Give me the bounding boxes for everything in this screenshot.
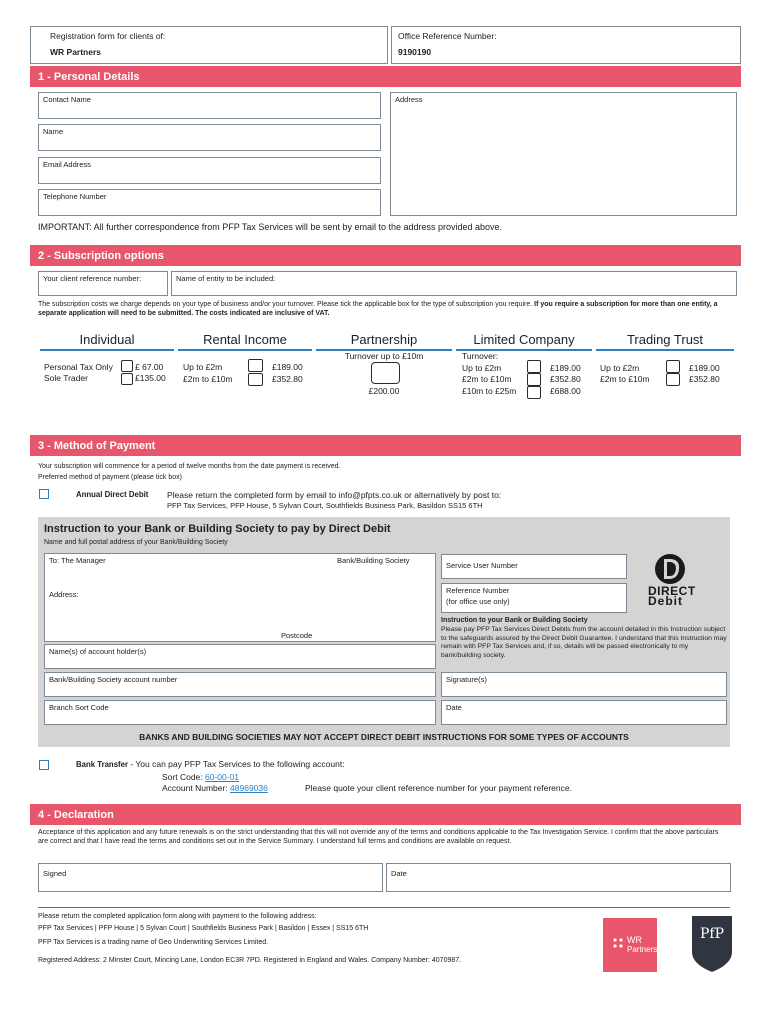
- limited-price1: £189.00: [550, 363, 581, 373]
- subscription-note: [38, 300, 728, 318]
- subscription-note-a: The subscription costs we charge depends on your type of business and/or your turnover. Please tick the applicable box for the type of subscription you require.: [38, 301, 535, 308]
- trust-checkbox-2[interactable]: [666, 373, 680, 386]
- reference-number-label: Reference Number: [446, 586, 510, 595]
- bank-address-label: Address:: [49, 590, 79, 599]
- account-holders-field[interactable]: [44, 644, 436, 669]
- account-number-field[interactable]: [44, 672, 436, 697]
- account-number-value[interactable]: 48969036: [230, 783, 268, 793]
- rental-row2: £2m to £10m: [183, 374, 233, 384]
- partnership-heading: Partnership: [350, 332, 418, 347]
- signed-label: Signed: [43, 869, 67, 878]
- entity-name-label: Name of entity to be included:: [176, 274, 276, 283]
- rental-heading: Rental Income: [203, 332, 287, 347]
- rental-row1: Up to £2m: [183, 362, 223, 372]
- partnership-turnover: Turnover up to £10m: [344, 351, 424, 361]
- limited-row1: Up to £2m: [462, 363, 502, 373]
- client-reference-field[interactable]: [38, 271, 168, 296]
- individual-row2: Sole Trader: [44, 373, 88, 383]
- instruction-heading: Instruction to your Bank or Building Society: [441, 617, 588, 624]
- limited-row2: £2m to £10m: [462, 374, 512, 384]
- footer-line-4: Registered Address: 2 Minster Court, Mincing Lane, London EC3R 7PD. Registered in England and Wales. Company Number: 4070987.: [38, 957, 462, 964]
- individual-price2: £135.00: [135, 373, 166, 383]
- name-label: Name: [43, 127, 64, 136]
- direct-debit-text-2: PFP Tax Services, PFP House, 5 Sylvan Court, Southfields Business Park, Basildon SS15 6TH: [167, 501, 483, 510]
- telephone-label: Telephone Number: [43, 192, 107, 201]
- sort-code-field[interactable]: [44, 700, 436, 725]
- limited-heading: Limited Company: [473, 332, 575, 347]
- sort-code-text: Sort Code:: [162, 772, 205, 782]
- bank-name-address-field[interactable]: [44, 553, 436, 642]
- office-label: Office Reference Number:: [398, 31, 497, 41]
- account-holders-label: Name(s) of account holder(s): [49, 647, 147, 656]
- account-number-text: Account Number:: [162, 783, 231, 793]
- pfp-logo: [692, 916, 732, 972]
- entity-name-field[interactable]: [171, 271, 737, 296]
- limited-checkbox-2[interactable]: [527, 373, 541, 386]
- bank-transfer-checkbox[interactable]: [39, 760, 49, 770]
- service-user-label: Service User Number: [446, 561, 518, 570]
- reg-value: WR Partners: [50, 47, 102, 57]
- wr-logo-text-1: WR: [627, 935, 642, 945]
- footer-line-1: Please return the completed application form along with payment to the following address:: [38, 913, 317, 920]
- account-number-label: Bank/Building Society account number: [49, 675, 178, 684]
- contact-name-field[interactable]: [38, 92, 381, 119]
- limited-checkbox-3[interactable]: [527, 386, 541, 399]
- direct-debit-logo-icon: [640, 552, 718, 584]
- sort-code-label: Branch Sort Code: [49, 703, 109, 712]
- payment-line-1: Your subscription will commence for a period of twelve months from the date payment is received.: [38, 463, 341, 470]
- limited-turnover: Turnover:: [462, 351, 499, 361]
- contact-name-label: Contact Name: [43, 95, 91, 104]
- important-note: IMPORTANT: All further correspondence from PFP Tax Services will be sent by email to the address provided above.: [38, 222, 503, 232]
- trust-row1: Up to £2m: [600, 363, 640, 373]
- declaration-date-label: Date: [391, 869, 407, 878]
- trust-underline: [596, 349, 734, 351]
- signature-field[interactable]: [441, 672, 727, 697]
- rental-price2: £352.80: [272, 374, 303, 384]
- dd-date-label: Date: [446, 703, 462, 712]
- section-1-header: 1 - Personal Details: [30, 66, 741, 87]
- registration-for-box: [30, 26, 388, 64]
- trust-price1: £189.00: [689, 363, 720, 373]
- section-2-header: 2 - Subscription options: [30, 245, 741, 266]
- direct-debit-checkbox[interactable]: [39, 489, 49, 499]
- declaration-date-field[interactable]: [386, 863, 731, 892]
- rental-checkbox-2[interactable]: [248, 373, 263, 386]
- rental-checkbox-1[interactable]: [248, 359, 263, 372]
- office-value: 9190190: [398, 47, 432, 57]
- pfp-shield-icon: [692, 916, 732, 972]
- direct-debit-logo: [640, 552, 718, 610]
- individual-underline: [40, 349, 174, 351]
- account-number-line: [162, 783, 268, 793]
- wr-partners-mark-icon: [611, 936, 625, 950]
- reference-number-note: (for office use only): [446, 597, 510, 606]
- direct-debit-label: Annual Direct Debit: [76, 490, 149, 499]
- footer-divider: [38, 907, 730, 908]
- sort-code-value[interactable]: 60-00-01: [205, 772, 240, 782]
- signed-field[interactable]: [38, 863, 383, 892]
- dd-date-field[interactable]: [441, 700, 727, 725]
- email-field[interactable]: [38, 157, 381, 184]
- address-label: Address: [395, 95, 423, 104]
- instruction-title: Instruction to your Bank or Building Society to pay by Direct Debit: [44, 523, 391, 535]
- direct-debit-logo-text-2: Debit: [648, 594, 683, 608]
- reg-label: Registration form for clients of:: [50, 31, 166, 41]
- trust-price2: £352.80: [689, 374, 720, 384]
- office-reference-box: [391, 26, 741, 64]
- email-label: Email Address: [43, 160, 91, 169]
- sort-code-line: [162, 772, 239, 782]
- trust-checkbox-1[interactable]: [666, 360, 680, 373]
- bank-transfer-text: [76, 759, 345, 769]
- partnership-price: £200.00: [368, 386, 400, 396]
- section-3-header: 3 - Method of Payment: [30, 435, 741, 456]
- quote-reference-note: Please quote your client reference number for your payment reference.: [305, 783, 572, 793]
- postcode-label: Postcode: [281, 631, 313, 640]
- telephone-field[interactable]: [38, 189, 381, 216]
- pfp-logo-text: PfP: [699, 926, 725, 942]
- individual-checkbox-2[interactable]: [121, 373, 133, 385]
- rental-price1: £189.00: [272, 362, 303, 372]
- wr-logo-text-2: Partners: [627, 945, 658, 954]
- name-field[interactable]: [38, 124, 381, 151]
- signature-label: Signature(s): [446, 675, 487, 684]
- to-manager-label: To: The Manager: [49, 556, 106, 565]
- bank-society-label: Bank/Building Society: [337, 556, 410, 565]
- payment-line-2: Preferred method of payment (please tick box): [38, 474, 182, 481]
- bank-transfer-label: Bank Transfer: [76, 760, 129, 769]
- direct-debit-logo-text-1: DIRECT: [648, 584, 696, 598]
- wr-partners-logo: [603, 918, 657, 972]
- footer-line-3: PFP Tax Services is a trading name of Geo Underwriting Services Limited.: [38, 939, 269, 946]
- limited-price3: £688.00: [550, 386, 581, 396]
- individual-heading: Individual: [79, 332, 135, 347]
- rental-underline: [178, 349, 312, 351]
- individual-checkbox-1[interactable]: [121, 360, 133, 372]
- service-user-number-field[interactable]: [441, 554, 627, 579]
- instruction-subtitle: Name and full postal address of your Bank/Building Society: [44, 539, 228, 546]
- partnership-checkbox[interactable]: [371, 362, 400, 384]
- subscription-note-b: If you require a subscription for more than one entity, a separate application will need to be submitted. The costs indicated are inclusive of VAT.: [38, 301, 718, 317]
- address-field[interactable]: [390, 92, 737, 216]
- client-reference-label: Your client reference number:: [43, 274, 142, 283]
- declaration-text: Acceptance of this application and any future renewals is on the strict understanding that this will not override any of the terms and conditions applicable to the Tax Investigation Service. I confirm that the above particulars are correct and that I have read the terms and conditions set out in the Service Summary. I understand full terms and conditions are available on request.: [38, 829, 719, 845]
- individual-price1: £ 67.00: [135, 362, 164, 372]
- section-4-header: 4 - Declaration: [30, 804, 741, 825]
- direct-debit-text-1: Please return the completed form by email to info@pfpts.co.uk or alternatively by post to:: [167, 490, 502, 500]
- limited-price2: £352.80: [550, 374, 581, 384]
- limited-row3: £10m to £25m: [462, 386, 517, 396]
- bank-transfer-desc: - You can pay PFP Tax Services to the following account:: [128, 759, 345, 769]
- trust-row2: £2m to £10m: [600, 374, 650, 384]
- banks-notice: BANKS AND BUILDING SOCIETIES MAY NOT ACCEPT DIRECT DEBIT INSTRUCTIONS FOR SOME TYPES OF ACCOUNTS: [139, 732, 629, 742]
- trust-heading: Trading Trust: [626, 332, 704, 347]
- footer-line-2: PFP Tax Services | PFP House | 5 Sylvan Court | Southfields Business Park | Basildon | Essex | SS15 6TH: [38, 925, 369, 932]
- limited-checkbox-1[interactable]: [527, 360, 541, 373]
- reference-number-field[interactable]: [441, 583, 627, 613]
- instruction-body: Please pay PFP Tax Services Direct Debits from the account detailed in this Instruction subject to the safeguards assured by the Direct Debit Guarantee. I understand that this Instruction may remain with PFP Tax Services and, if so, details will be passed electronically to my bank/building society.: [441, 626, 727, 659]
- individual-row1: Personal Tax Only: [44, 362, 113, 372]
